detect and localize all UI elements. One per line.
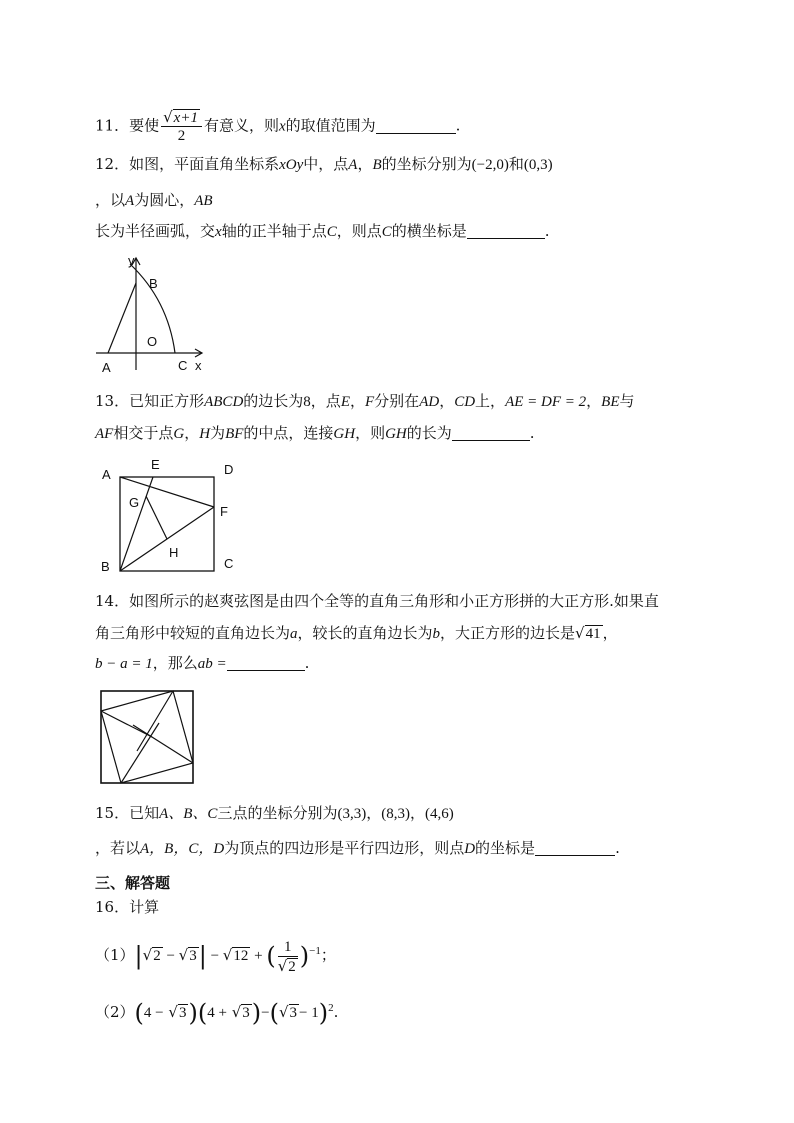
q15-number: 15． xyxy=(95,804,130,822)
outer-square xyxy=(101,691,193,783)
q11-fraction: $\frac{√x+1}{2}$ xyxy=(161,108,202,145)
q14-number: 14． xyxy=(95,592,130,610)
label-g: G xyxy=(129,495,140,510)
q11-mid: 有意义，则 xyxy=(203,116,279,135)
label-h: H xyxy=(169,545,179,560)
q12-number: 12． xyxy=(95,155,130,173)
q12-coord-a: (−2,0) xyxy=(471,157,509,173)
label-o: O xyxy=(147,334,158,349)
question-16-part1: （1）|√2 − √3| − √12 + ( $\frac{1}{√2}$ )$^{-1}$； xyxy=(95,938,336,975)
question-13-line2: AF相交于点G，H为BF的中点，连接GH，则GH的长为 . xyxy=(95,424,535,442)
q11-var: x xyxy=(278,118,286,135)
q11-denominator: 2 xyxy=(177,128,186,144)
label-f: F xyxy=(220,504,228,519)
question-16-part2: $(2)(4 - √3)(4 + √3)-(√3 - 1)^2$. xyxy=(95,999,339,1027)
label-a: A xyxy=(102,467,111,482)
square-abcd xyxy=(120,477,214,571)
q14-answer-blank[interactable] xyxy=(227,654,305,671)
question-12: 12．如图，平面直角坐标系xOy中，点A，B的坐标分别为(−2,0)和(0,3) xyxy=(95,155,553,173)
q11-suffix: 的取值范围为 xyxy=(285,116,376,135)
question-15-line2: ，若以A，B，C，D为顶点的四边形是平行四边形，则点D的坐标是 . xyxy=(95,839,620,857)
segment-be xyxy=(120,477,153,571)
q14-figure xyxy=(98,688,198,786)
q13-figure xyxy=(96,455,246,577)
q12-coord-b: (0,3) xyxy=(523,157,553,173)
q11-answer-blank[interactable] xyxy=(376,117,456,134)
q11-prefix: 要使 xyxy=(129,116,160,135)
question-11: 11．要使 $\frac{√x+1}{2}$ 有意义，则x的取值范围为 . xyxy=(95,108,461,144)
q11-number: 11． xyxy=(95,116,130,135)
q14-sqrt-41: 41 xyxy=(585,626,601,642)
question-16-title: 16．计算 xyxy=(95,898,160,916)
question-12-line3: 长为半径画弧，交x轴的正半轴于点C，则点C的横坐标是 . xyxy=(95,222,550,240)
label-b: B xyxy=(149,276,158,291)
question-13: 13．已知正方形ABCD的边长为8，点E，F分别在AD，CD上，AE = DF = 2，BE与 xyxy=(95,392,635,410)
triangle-edge-1 xyxy=(101,711,152,737)
label-c: C xyxy=(178,358,188,373)
section-heading: 三、解答题 xyxy=(95,874,171,892)
label-c: C xyxy=(224,556,234,571)
q13-number: 13． xyxy=(95,392,130,410)
label-d: D xyxy=(224,462,234,477)
label-b: B xyxy=(101,559,110,574)
question-14-line2: 角三角形中较短的直角边长为a，较长的直角边长为b，大正方形的边长是√41 ， xyxy=(95,624,618,642)
label-y: y xyxy=(128,253,135,268)
question-14-line3: b − a = 1，那么ab = . xyxy=(95,654,310,672)
question-15: 15．已知A、B、C三点的坐标分别为(3,3)，(8,3)，(4,6) xyxy=(95,804,454,822)
inner-tilted-square xyxy=(101,691,193,783)
question-12-line2: ，以A为圆心，AB xyxy=(95,191,213,209)
q15-answer-blank[interactable] xyxy=(535,839,615,856)
segment-ab xyxy=(108,283,136,353)
q12-figure xyxy=(92,250,212,378)
label-a: A xyxy=(102,360,111,375)
q11-radicand: x+1 xyxy=(173,110,198,126)
segment-gh xyxy=(146,496,167,539)
q16-p1-fraction: $\frac{1}{√2}$ xyxy=(277,938,296,975)
label-x: x xyxy=(195,358,202,373)
label-e: E xyxy=(151,457,160,472)
q12-answer-blank[interactable] xyxy=(467,222,545,239)
question-14: 14．如图所示的赵爽弦图是由四个全等的直角三角形和小正方形拼的大正方形.如果直 xyxy=(95,592,659,610)
q13-answer-blank[interactable] xyxy=(452,424,530,441)
